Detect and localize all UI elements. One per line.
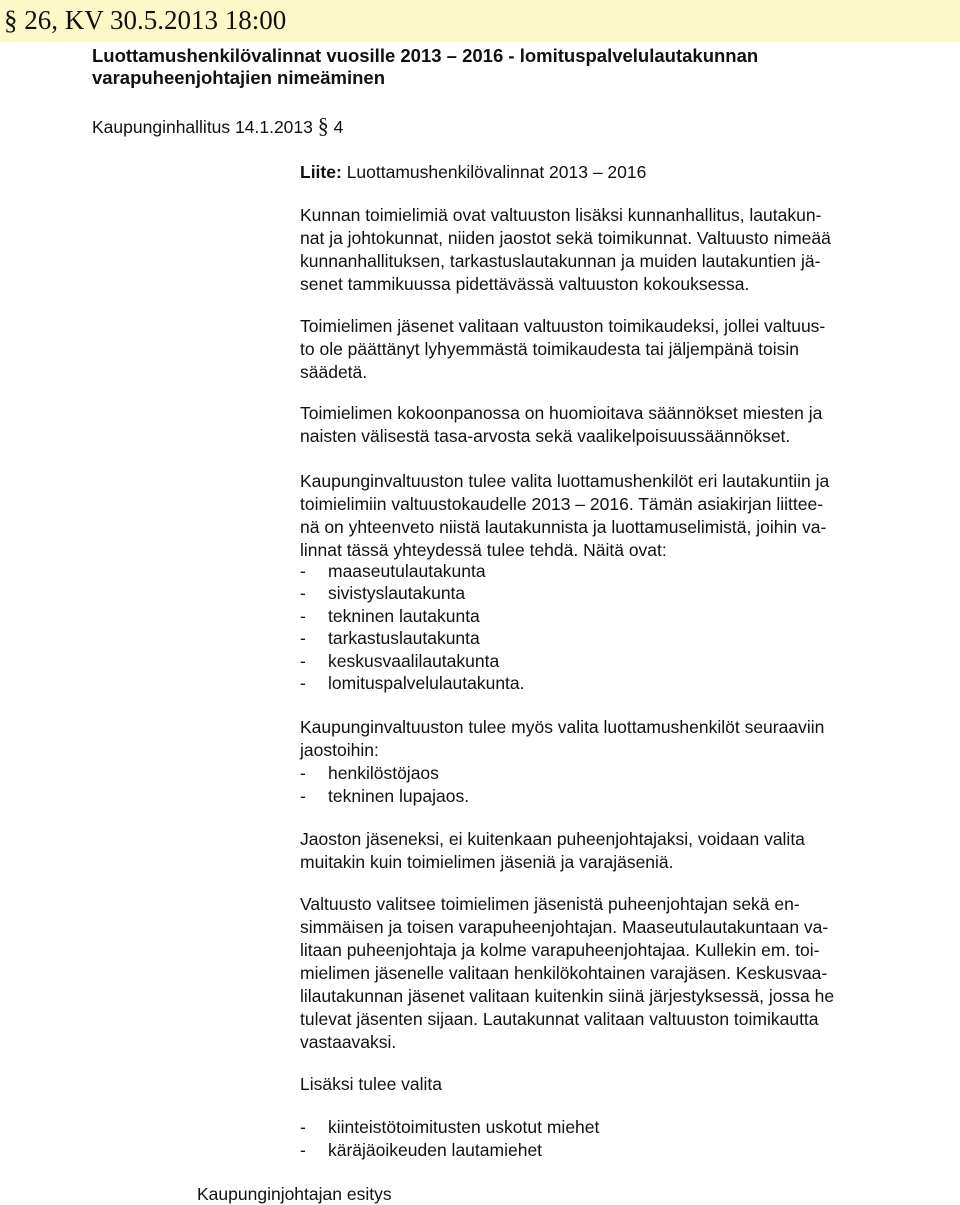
paragraph-line: Toimielimen kokoonpanossa on huomioitava säännökset miesten ja bbox=[300, 403, 823, 423]
paragraph-line: naisten välisestä tasa-arvosta sekä vaalikelpoisuussäännökset. bbox=[300, 426, 791, 446]
list-item-text: lomituspalvelulautakunta. bbox=[328, 673, 525, 693]
document-title-line-1: Luottamushenkilövalinnat vuosille 2013 – 2016 - lomituspalvelulautakunnan bbox=[92, 45, 759, 66]
paragraph-line: Toimielimen jäsenet valitaan valtuuston toimikaudeksi, jollei valtuus- bbox=[300, 316, 826, 336]
paragraph-line: säädetä. bbox=[300, 362, 368, 382]
paragraph-line: muitakin kuin toimielimen jäseniä ja varajäseniä. bbox=[300, 852, 674, 872]
list-item bbox=[300, 582, 465, 604]
paragraph-line: jaostoihin: bbox=[300, 740, 379, 760]
reference-text: Kaupunginhallitus 14.1.2013 bbox=[92, 117, 313, 137]
list-item-text: tarkastuslautakunta bbox=[328, 628, 480, 648]
list-marker: - bbox=[300, 583, 306, 603]
list-marker: - bbox=[300, 1140, 306, 1160]
paragraph-line: Kunnan toimielimiä ovat valtuuston lisäksi kunnanhallitus, lautakun- bbox=[300, 205, 822, 225]
attachment-label: Liite: bbox=[300, 162, 342, 182]
paragraph-line: Kaupunginvaltuuston tulee myös valita luottamushenkilöt seuraaviin bbox=[300, 717, 825, 737]
list-marker: - bbox=[300, 786, 306, 806]
section-mark: § bbox=[317, 113, 329, 138]
list-marker: - bbox=[300, 763, 306, 783]
list-marker: - bbox=[300, 651, 306, 671]
paragraph-line: Lisäksi tulee valita bbox=[300, 1074, 443, 1094]
paragraph-line: nä on yhteenveto niistä lautakunnista ja luottamuselimistä, joihin va- bbox=[300, 517, 827, 537]
paragraph-line: kunnanhallituksen, tarkastuslautakunnan ja muiden lautakuntien jä- bbox=[300, 251, 821, 271]
attachment-line bbox=[300, 161, 646, 183]
list-item bbox=[300, 605, 480, 627]
list-marker: - bbox=[300, 561, 306, 581]
list-item-text: keskusvaalilautakunta bbox=[328, 651, 500, 671]
list-marker: - bbox=[300, 606, 306, 626]
list-item-text: tekninen lautakunta bbox=[328, 606, 480, 626]
paragraph-line: nat ja johtokunnat, niiden jaostot sekä toimikunnat. Valtuusto nimeää bbox=[300, 228, 831, 248]
paragraph-line: senet tammikuussa pidettävässä valtuuston kokouksessa. bbox=[300, 274, 750, 294]
list-marker: - bbox=[300, 673, 306, 693]
list-item-text: sivistyslautakunta bbox=[328, 583, 466, 603]
list-marker: - bbox=[300, 1117, 306, 1137]
list-item bbox=[300, 762, 439, 784]
paragraph-line: vastaavaksi. bbox=[300, 1032, 397, 1052]
paragraph-line: linnat tässä yhteydessä tulee tehdä. Näitä ovat: bbox=[300, 540, 667, 560]
list-item bbox=[300, 1116, 599, 1138]
list-item bbox=[300, 785, 469, 807]
list-item-text: tekninen lupajaos. bbox=[328, 786, 470, 806]
list-item bbox=[300, 627, 480, 649]
paragraph-line: lilautakunnan jäsenet valitaan kuitenkin siinä järjestyksessä, jossa he bbox=[300, 986, 835, 1006]
paragraph-line: simmäisen ja toisen varapuheenjohtajan. Maaseutulautakuntaan va- bbox=[300, 917, 829, 937]
paragraph-line: mielimen jäsenelle valitaan henkilökohtainen varajäsen. Keskusvaa- bbox=[300, 963, 828, 983]
list-item-text: maaseutulautakunta bbox=[328, 561, 486, 581]
proposal-label: Kaupunginjohtajan esitys bbox=[197, 1184, 392, 1204]
list-item bbox=[300, 1139, 542, 1161]
list-item-text: henkilöstöjaos bbox=[328, 763, 439, 783]
paragraph-line: toimielimiin valtuustokaudelle 2013 – 2016. Tämän asiakirjan liittee- bbox=[300, 494, 824, 514]
list-marker: - bbox=[300, 628, 306, 648]
paragraph-line: tulevat jäsenten sijaan. Lautakunnat valitaan valtuuston toimikautta bbox=[300, 1009, 819, 1029]
list-item bbox=[300, 650, 499, 672]
document-title-line-2: varapuheenjohtajien nimeäminen bbox=[92, 67, 385, 88]
reference-number: 4 bbox=[333, 117, 344, 137]
paragraph-line: Valtuusto valitsee toimielimen jäsenistä puheenjohtajan sekä en- bbox=[300, 894, 800, 914]
reference-line bbox=[92, 115, 343, 138]
list-item bbox=[300, 672, 525, 694]
paragraph-line: litaan puheenjohtaja ja kolme varapuheenjohtajaa. Kullekin em. toi- bbox=[300, 940, 820, 960]
attachment-text: Luottamushenkilövalinnat 2013 – 2016 bbox=[346, 162, 647, 182]
list-item-text: kiinteistötoimitusten uskotut miehet bbox=[328, 1117, 600, 1137]
list-item bbox=[300, 560, 486, 582]
paragraph-line: to ole päättänyt lyhyemmästä toimikaudesta tai jäljempänä toisin bbox=[300, 339, 800, 359]
list-item-text: käräjäoikeuden lautamiehet bbox=[328, 1140, 543, 1160]
paragraph-line: Kaupunginvaltuuston tulee valita luottamushenkilöt eri lautakuntiin ja bbox=[300, 471, 830, 491]
section-heading: § 26, KV 30.5.2013 18:00 bbox=[4, 5, 287, 35]
paragraph-line: Jaoston jäseneksi, ei kuitenkaan puheenjohtajaksi, voidaan valita bbox=[300, 829, 805, 849]
